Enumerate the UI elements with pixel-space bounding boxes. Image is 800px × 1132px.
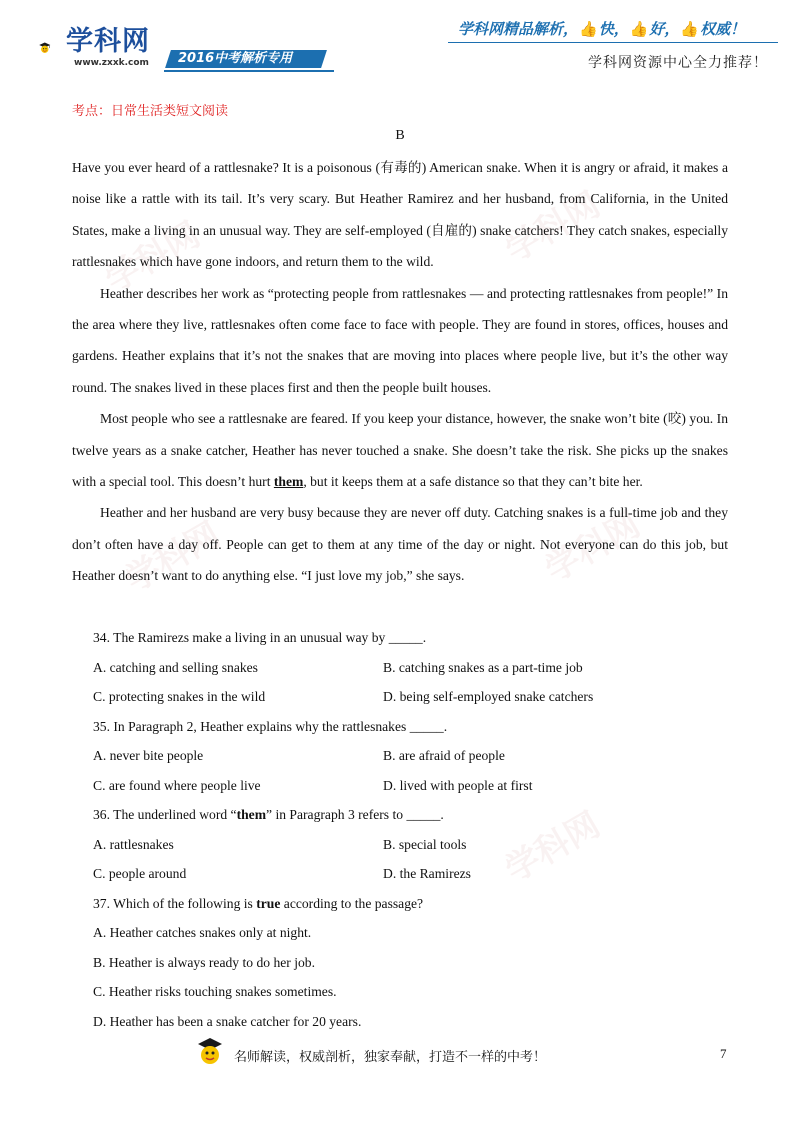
footer-mascot-icon [196, 1036, 224, 1068]
passage-paragraph-3 [72, 403, 728, 497]
header-divider [164, 70, 334, 72]
option-b: B. are afraid of people [383, 748, 505, 763]
option-c: C. protecting snakes in the wild [93, 689, 266, 704]
reading-passage [72, 152, 728, 592]
watermark: 学科网 [118, 514, 227, 601]
option-c: C. Heather risks touching snakes sometimes. [93, 984, 337, 999]
paragraph-text: Most people who see a rattlesnake are feared. If you keep your distance, however, the snake won’t bite (咬) you. In twelve years as a snake catcher, Heather has never touched a snake. She doesn’t take the risk. She picks up the snakes with a special tool. This doesn’t hurt [72, 411, 728, 490]
page-number: 7 [720, 1046, 727, 1061]
slogan-part: 快， [598, 20, 629, 38]
option-a: A. catching and selling snakes [93, 659, 258, 675]
option-d: D. lived with people at first [383, 777, 533, 793]
option-b: B. catching snakes as a part-time job [383, 659, 583, 675]
slogan-part: 好， [649, 20, 680, 38]
slogan-part: 权威！ [700, 20, 746, 38]
header-banner-text: 2016中考解析专用 [178, 51, 293, 66]
option-d: D. the Ramirezs [383, 866, 471, 881]
slogan-divider [448, 42, 778, 43]
option-a: A. Heather catches snakes only at night. [93, 925, 312, 940]
slogan-part: 学科网精品解析， [458, 20, 579, 38]
header-recommend: 学科网资源中心全力推荐！ [588, 55, 768, 71]
option-row [93, 771, 733, 801]
option-d: D. being self-employed snake catchers [383, 689, 594, 704]
question-list [93, 623, 733, 1036]
option-a: A. rattlesnakes [93, 836, 174, 852]
option-c: C. are found where people live [93, 777, 261, 793]
option-c: C. people around [93, 866, 187, 881]
thumbs-up-icon: 👍 [629, 20, 649, 38]
question-stem: 34. The Ramirezs make a living in an unusual way by _____. [93, 630, 427, 645]
watermark: 学科网 [538, 504, 647, 591]
option-row [93, 653, 733, 683]
exam-point-label: 考点：日常生活类短文阅读 [72, 104, 229, 119]
logo-text: 学科网 [66, 26, 150, 57]
thumbs-up-icon: 👍 [680, 20, 700, 38]
thumbs-up-icon: 👍 [579, 20, 598, 38]
watermark: 学科网 [498, 184, 607, 271]
watermark: 学科网 [498, 804, 607, 891]
question-stem: 35. In Paragraph 2, Heather explains why the rattlesnakes _____. [93, 718, 448, 734]
option-b: B. special tools [383, 836, 467, 852]
header-slogan [458, 18, 745, 39]
bold-word: true [256, 895, 281, 911]
logo-url: www.zxxk.com [74, 58, 149, 68]
option-row [93, 682, 733, 712]
passage-paragraph-4: Heather and her husband are very busy because they are never off duty. Catching snakes is a full-time job and they don’t often have a day off. People can get to them at any time of the day or night. Not everyone can do this job, but Heather doesn’t want to do anything else. “I just love my job,” she says. [72, 505, 728, 584]
paragraph-text: , but it keeps them at a safe distance so that they can’t bite her. [303, 474, 643, 490]
option-d: D. Heather has been a snake catcher for 20 years. [93, 1013, 362, 1029]
option-row [93, 741, 733, 771]
option-a: A. never bite people [93, 748, 204, 763]
option-row [93, 859, 733, 889]
passage-paragraph-2: Heather describes her work as “protecting people from rattlesnakes — and protecting rattlesnakes from people!” In the area where they live, rattlesnakes often come face to face with people. They are found in stores, offices, houses and gardens. Heather explains that it’s not the snakes that are moving into places where people live, but it’s the other way round. The snakes lived in these places first and then the people built houses. [72, 285, 728, 395]
bold-word: them [236, 807, 267, 822]
option-row [93, 830, 733, 860]
underlined-word: them [273, 474, 304, 490]
question-stem: 37. Which of the following is true according to the passage? [93, 895, 424, 911]
option-b: B. Heather is always ready to do her job. [93, 954, 315, 970]
footer-tagline: 名师解读，权威剖析，独家奉献，打造不一样的中考！ [234, 1050, 547, 1065]
section-letter: B [395, 128, 405, 143]
watermark: 学科网 [98, 214, 207, 301]
question-stem: 36. The underlined word “them” in Paragraph 3 refers to _____. [93, 807, 444, 822]
passage-paragraph-1: Have you ever heard of a rattlesnake? It is a poisonous (有毒的) American snake. When it is angry or afraid, it makes a noise like a rattle with its tail. It’s very scary. But Heather Ramirez and her husband, from California, in the United States, make a living in an unusual way. They are self-employed (自雇的) snake catchers! They catch snakes, especially rattlesnakes which have gone indoors, and return them to the wild. [72, 160, 728, 270]
